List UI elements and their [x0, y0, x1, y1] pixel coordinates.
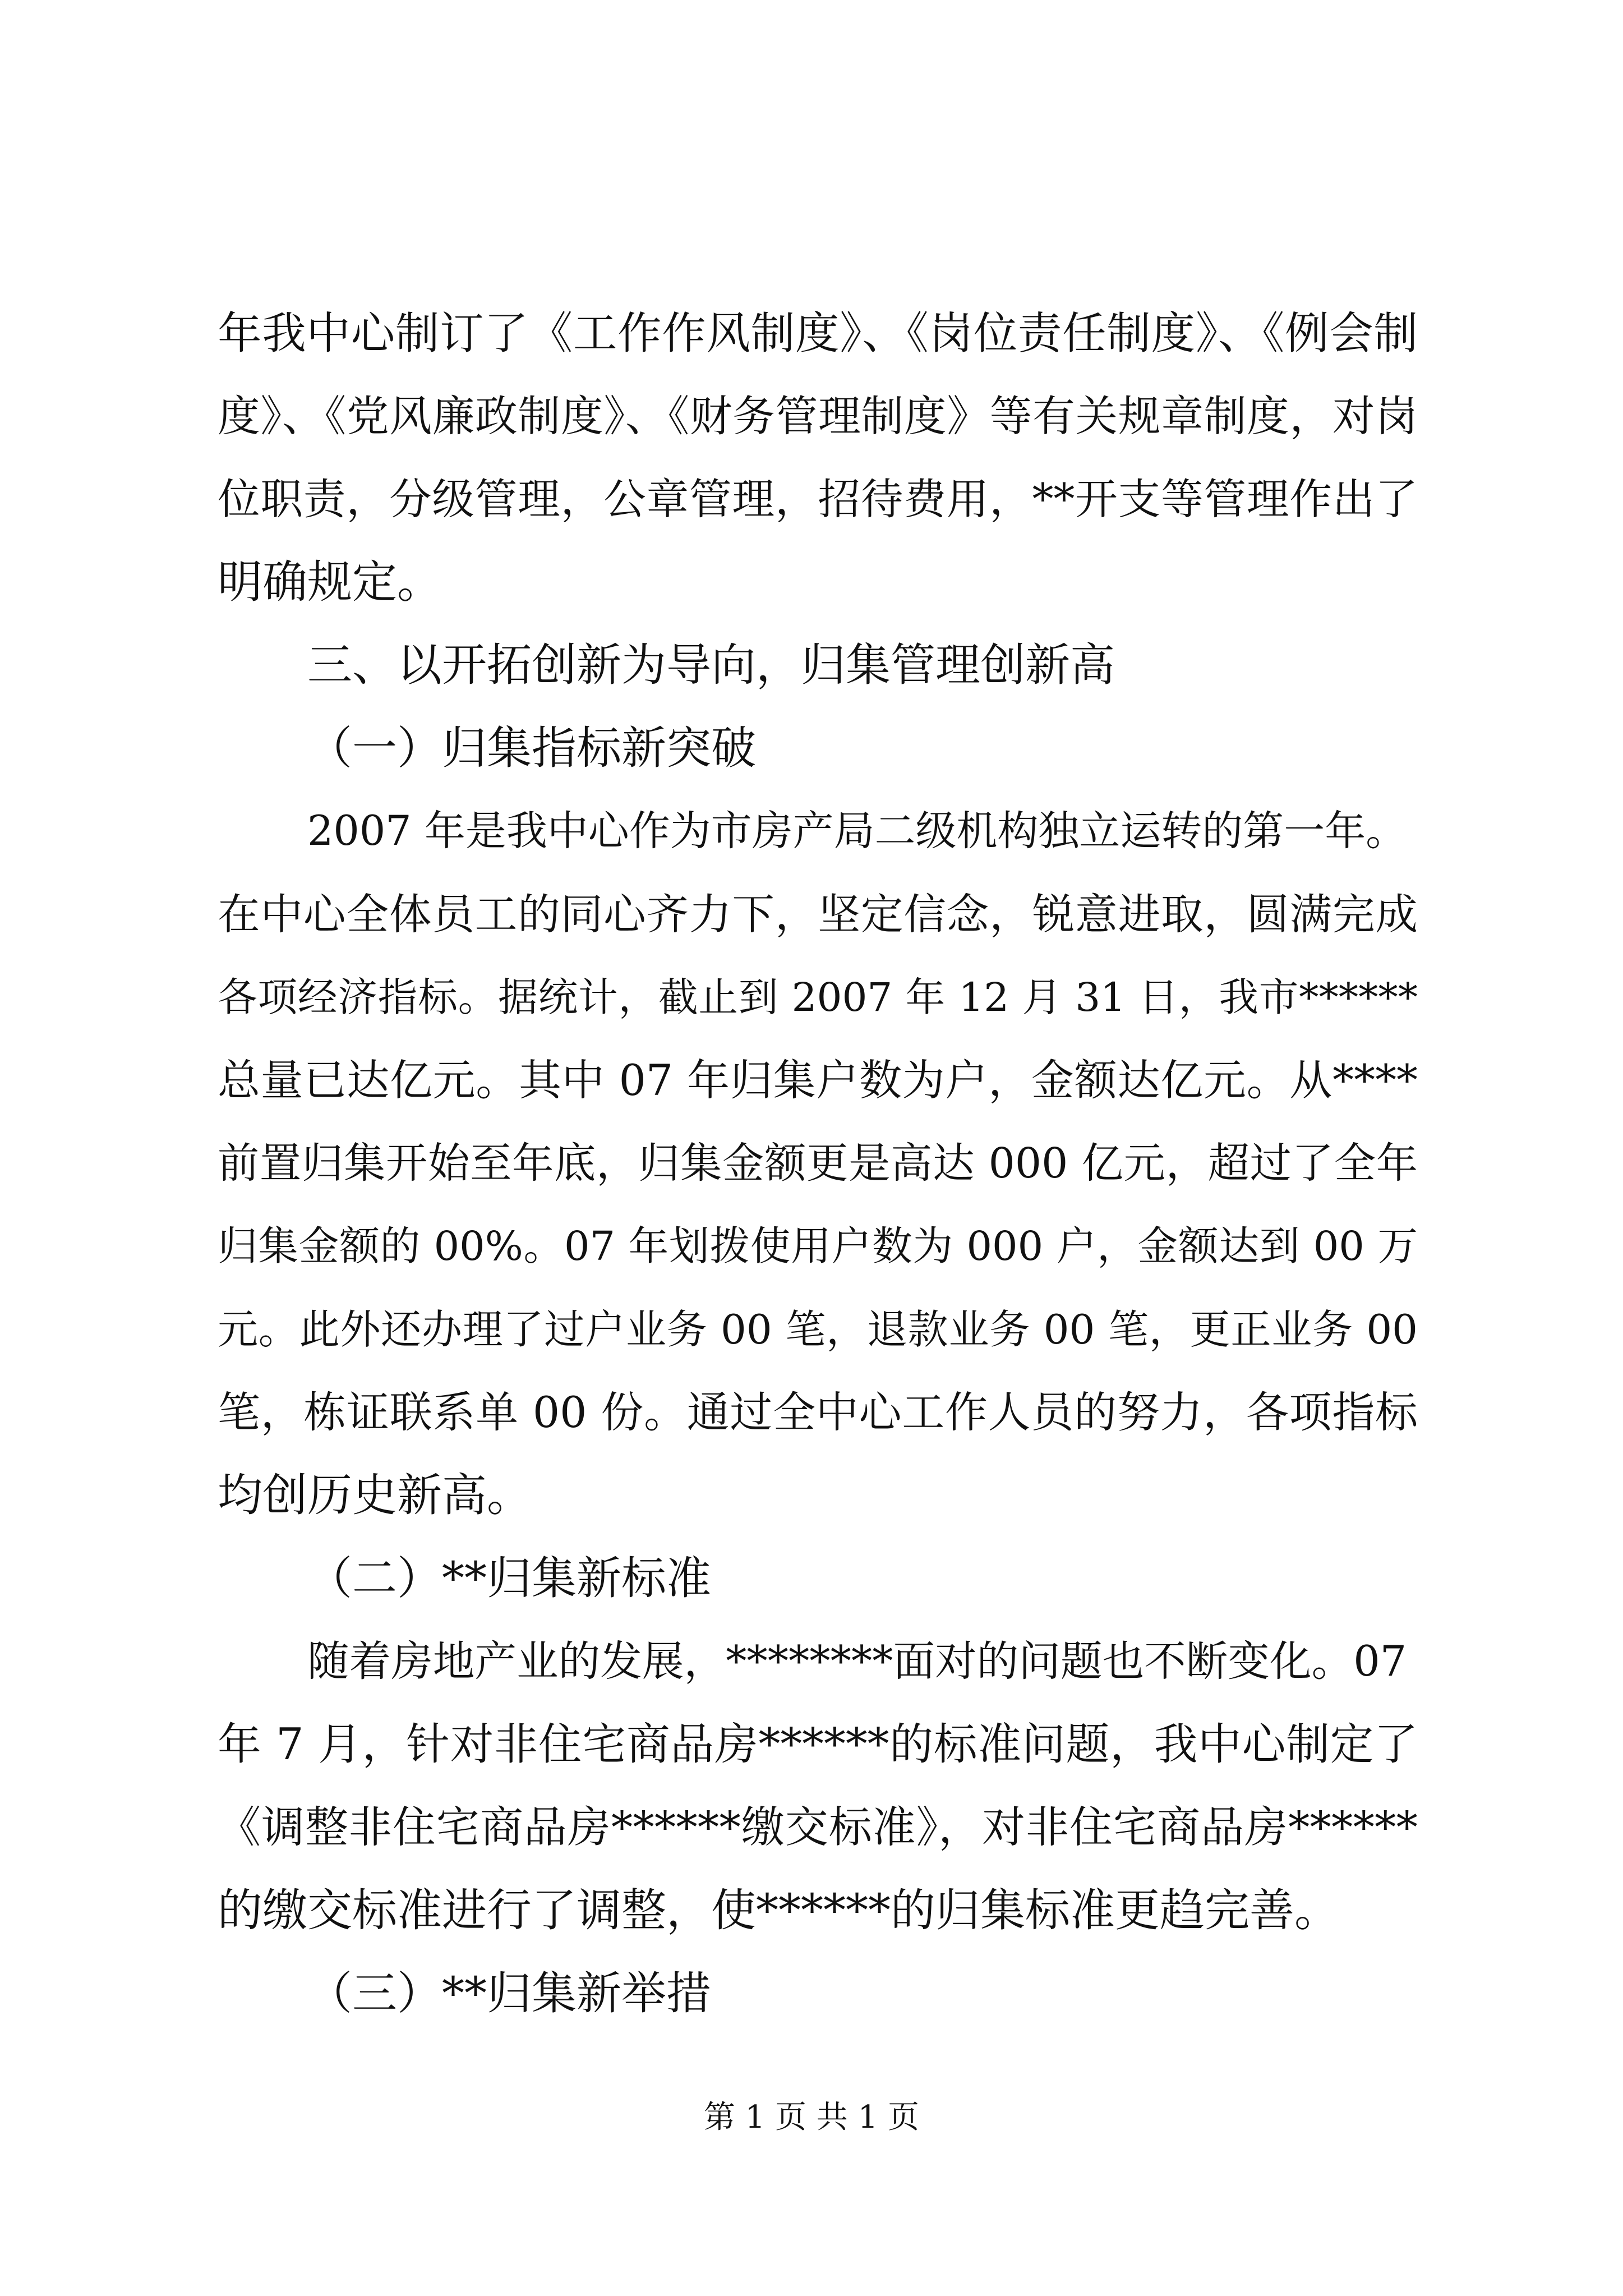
- text-line-4: 明确规定。: [218, 556, 442, 608]
- text-line-1: 年我中心制订了《工作作风制度》、《岗位责任制度》、《例会制: [218, 307, 1418, 359]
- text-line-10: 总量已达亿元。其中 07 年归集户数为户，金额达亿元。从****: [218, 1056, 1418, 1105]
- text-line-12: 归集金额的 00%。07 年划拨使用户数为 000 户，金额达到 00 万: [218, 1223, 1418, 1269]
- text-line-14: 笔，栋证联系单 00 份。通过全中心工作人员的努力，各项指标: [218, 1388, 1418, 1437]
- text-line-19: 《调整非住宅商品房******缴交标准》，对非住宅商品房******: [218, 1802, 1418, 1853]
- text-line-11: 前置归集开始至年底，归集金额更是高达 000 亿元，超过了全年: [218, 1139, 1418, 1188]
- text-line-13: 元。此外还办理了过户业务 00 笔，退款业务 00 笔，更正业务 00: [218, 1306, 1418, 1353]
- text-line-8: 在中心全体员工的同心齐力下，坚定信念，锐意进取，圆满完成: [218, 890, 1418, 939]
- text-line-3: 位职责，分级管理，公章管理，招待费用，**开支等管理作出了: [218, 475, 1418, 524]
- text-line-9: 各项经济指标。据统计，截止到 2007 年 12 月 31 日，我市******: [218, 974, 1418, 1020]
- text-line-18: 年 7 月，针对非住宅商品房******的标准问题，我中心制定了: [218, 1719, 1418, 1770]
- text-line-2: 度》、《党风廉政制度》、《财务管理制度》等有关规章制度，对岗: [218, 392, 1418, 441]
- subheading-1: （一）归集指标新突破: [307, 722, 756, 774]
- subheading-2: （二）**归集新标准: [307, 1552, 711, 1604]
- page-footer: 第 1 页 共 1 页: [703, 2099, 920, 2136]
- subheading-3: （三）**归集新举措: [307, 1967, 711, 2019]
- section-heading-3: 三、以开拓创新为导向，归集管理创新高: [307, 639, 1115, 691]
- body-text: [218, 292, 1418, 2035]
- text-line-17: 随着房地产业的发展，********面对的问题也不断变化。07: [307, 1637, 1407, 1686]
- text-line-7: 2007 年是我中心作为市房产局二级机构独立运转的第一年。: [307, 807, 1407, 855]
- text-line-15: 均创历史新高。: [218, 1469, 532, 1521]
- text-line-20: 的缴交标准进行了调整，使******的归集标准更趋完善。: [218, 1884, 1339, 1936]
